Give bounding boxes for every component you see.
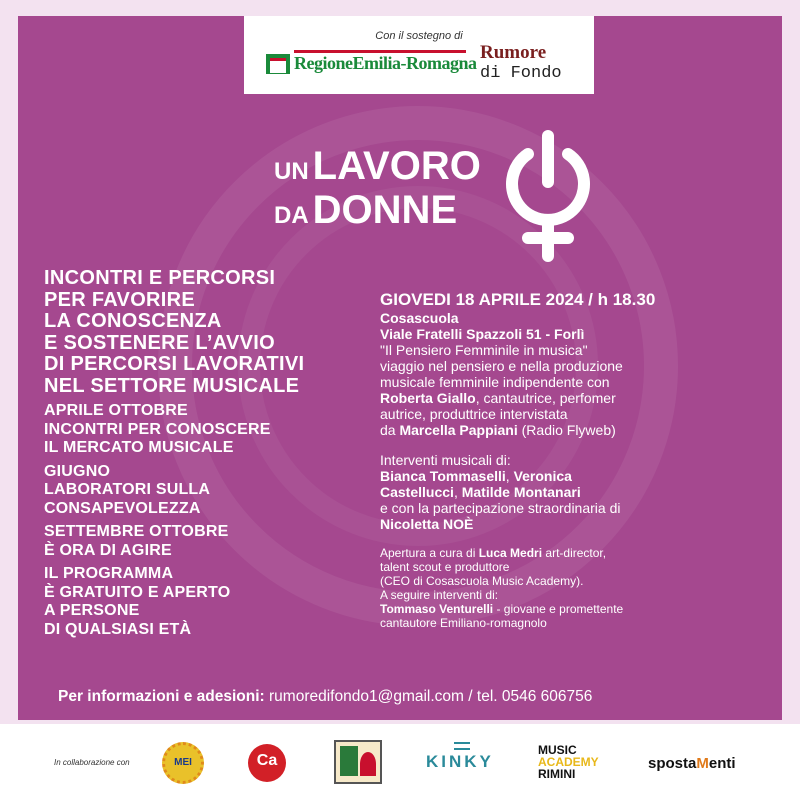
guest-name: Roberta Giallo bbox=[380, 390, 476, 406]
section-line: È ORA DI AGIRE bbox=[44, 541, 172, 559]
event-desc-line: autrice, produttrice intervistata bbox=[380, 406, 568, 422]
musician-name: Bianca Tommaselli bbox=[380, 468, 506, 484]
opening-role: art-director, bbox=[542, 546, 607, 560]
opening-line: talent scout e produttore bbox=[380, 560, 510, 574]
title-line1 bbox=[274, 146, 481, 186]
intro-line: DI PERCORSI LAVORATIVI bbox=[44, 353, 305, 375]
poster bbox=[18, 16, 782, 720]
music-logo-line: ACADEMY bbox=[538, 755, 599, 769]
spacer bbox=[380, 438, 780, 452]
musicians-line bbox=[380, 484, 780, 500]
sposta-accent: M bbox=[696, 755, 709, 772]
host-name: Marcella Pappiani bbox=[399, 422, 518, 438]
title-un: UN bbox=[274, 158, 309, 185]
section-line: CONSAPEVOLEZZA bbox=[44, 499, 201, 517]
event-desc-line: musicale femminile indipendente con bbox=[380, 374, 610, 390]
special-guest-name: Nicoletta NOÈ bbox=[380, 516, 474, 532]
regione-flag-icon bbox=[266, 54, 290, 74]
rumore-di-fondo-logo bbox=[480, 42, 580, 88]
contact-label: Per informazioni e adesioni: bbox=[58, 688, 265, 705]
event-address: Viale Fratelli Spazzoli 51 - Forlì bbox=[380, 326, 585, 342]
contact-phone[interactable]: / tel. 0546 606756 bbox=[463, 688, 593, 705]
opening-line: (CEO di Cosascuola Music Academy). bbox=[380, 574, 584, 588]
program-section-free bbox=[44, 565, 374, 639]
next-speaker-role: - giovane e promettente bbox=[493, 602, 624, 616]
ca-logo-text: Ca bbox=[256, 752, 278, 769]
section-line: SETTEMBRE OTTOBRE bbox=[44, 523, 229, 540]
event-host-line bbox=[380, 422, 780, 438]
mei-logo bbox=[162, 742, 204, 784]
music-logo-line: MUSIC bbox=[538, 743, 577, 757]
section-line: IL MERCATO MUSICALE bbox=[44, 439, 234, 456]
regione-name: RegioneEmilia-Romagna bbox=[294, 53, 477, 73]
special-guest-intro: e con la partecipazione straordinaria di bbox=[380, 500, 621, 516]
partners-bar bbox=[0, 724, 800, 800]
music-academy-rimini-logo bbox=[538, 744, 599, 780]
event-title: "Il Pensiero Femminile in musica" bbox=[380, 342, 588, 358]
separator: , bbox=[505, 468, 514, 484]
title-line2 bbox=[274, 190, 457, 230]
next-speaker-line: cantautore Emiliano-romagnolo bbox=[380, 616, 547, 630]
opening-prefix: Apertura a cura di bbox=[380, 546, 479, 560]
section-line: A PERSONE bbox=[44, 602, 140, 619]
next-speaker-line bbox=[380, 602, 780, 616]
section-line: APRILE OTTOBRE bbox=[44, 402, 188, 419]
rumore-logo-line2: di Fondo bbox=[480, 64, 562, 83]
cultural-association-crest bbox=[334, 740, 382, 784]
musician-name: Veronica bbox=[513, 468, 572, 484]
musicians-line bbox=[380, 468, 780, 484]
kinky-logo: KINKY bbox=[426, 752, 494, 771]
event-date: GIOVEDI 18 APRILE 2024 / h 18.30 bbox=[380, 290, 656, 309]
event-venue: Cosascuola bbox=[380, 310, 459, 326]
section-line: È GRATUITO E APERTO bbox=[44, 583, 231, 601]
section-line: DI QUALSIASI ETÀ bbox=[44, 620, 192, 638]
regione-emilia-romagna-logo bbox=[266, 50, 477, 78]
guest-role: , cantautrice, perfomer bbox=[475, 390, 616, 406]
section-line: GIUGNO bbox=[44, 462, 111, 480]
program-section-april bbox=[44, 402, 374, 458]
next-speaker-name: Tommaso Venturelli bbox=[380, 602, 494, 616]
spostamenti-logo bbox=[648, 755, 736, 772]
opening-name: Luca Medri bbox=[478, 546, 543, 560]
music-intro: Interventi musicali di: bbox=[380, 452, 511, 468]
rumore-logo-line1: Rumore bbox=[480, 42, 547, 63]
opening-line: A seguire interventi di: bbox=[380, 588, 499, 602]
ca-logo bbox=[248, 744, 286, 782]
sponsor-box bbox=[244, 16, 594, 94]
event-details bbox=[380, 290, 780, 630]
kinky-logo-mark bbox=[454, 742, 470, 750]
sposta-part: sposta bbox=[648, 755, 697, 772]
collaboration-label: In collaborazione con bbox=[54, 758, 130, 767]
sposta-part: enti bbox=[708, 755, 736, 772]
section-line: INCONTRI PER CONOSCERE bbox=[44, 420, 271, 438]
host-prefix: da bbox=[380, 422, 400, 438]
intro-line: PER FAVORIRE bbox=[44, 288, 196, 311]
section-line: LABORATORI SULLA bbox=[44, 481, 211, 498]
intro-line: INCONTRI E PERCORSI bbox=[44, 267, 276, 289]
program-column bbox=[44, 268, 374, 639]
program-section-september bbox=[44, 523, 374, 560]
title-da: DA bbox=[274, 202, 309, 229]
program-intro bbox=[44, 268, 374, 397]
program-section-june bbox=[44, 463, 374, 519]
venus-power-icon bbox=[498, 124, 598, 264]
event-desc-line: viaggio nel pensiero e nella produzione bbox=[380, 358, 623, 374]
mei-logo-text: MEI bbox=[174, 757, 192, 768]
sponsor-title: Con il sostegno di bbox=[375, 30, 463, 42]
intro-line: E SOSTENERE L’AVVIO bbox=[44, 331, 275, 354]
musician-name: Castellucci bbox=[380, 484, 454, 500]
intro-line: NEL SETTORE MUSICALE bbox=[44, 374, 300, 397]
separator: , bbox=[453, 484, 462, 500]
intro-line: LA CONOSCENZA bbox=[44, 310, 222, 332]
event-guest-line bbox=[380, 390, 780, 406]
host-radio: (Radio Flyweb) bbox=[517, 422, 616, 438]
contact-email[interactable]: rumoredifondo1@gmail.com bbox=[264, 688, 464, 705]
title-lavoro: LAVORO bbox=[312, 144, 481, 188]
music-logo-line: RIMINI bbox=[538, 767, 576, 781]
section-line: IL PROGRAMMA bbox=[44, 565, 174, 582]
opening-line bbox=[380, 546, 780, 560]
contact-info bbox=[58, 688, 592, 706]
title-donne: DONNE bbox=[312, 188, 458, 232]
spacer bbox=[380, 532, 780, 546]
musician-name: Matilde Montanari bbox=[461, 484, 581, 500]
